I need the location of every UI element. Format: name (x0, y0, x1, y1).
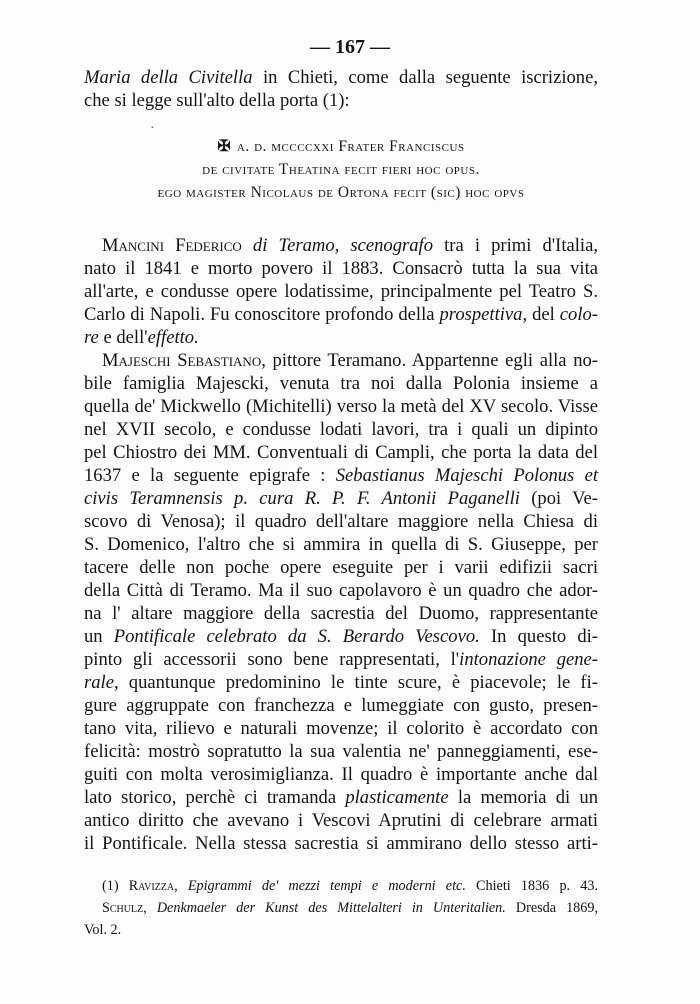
majeschi-line-16: gure aggruppate con franchezza e lumeggiate con gusto, presen- (84, 695, 598, 716)
majeschi-line-22: il Pontificale. Nella stessa sacrestia si ammirano dello stesso arti- (84, 833, 598, 854)
majeschi-line-17: tano vita, rilievo e naturali movenze; il colorito è accordato con (84, 718, 598, 739)
majeschi-line-21: antico diritto che avevano i Vescovi Aprutini di celebrare armati (84, 810, 598, 831)
mancini-line-5: re e dell'effetto. (84, 327, 199, 348)
inscription-line-2: de civitate Theatina fecit fieri hoc opus. (202, 161, 480, 178)
entry-name: Majeschi Sebastiano (102, 350, 262, 371)
mancini-line-1: Mancini Federico di Teramo, scenografo tra i primi d'Italia, (102, 235, 598, 256)
majeschi-line-19: guiti con molta verosimiglianza. Il quadro è importante anche dal (84, 764, 598, 785)
majeschi-line-15: rale, quantunque predominino le tinte scure, è piacevole; le fi- (84, 672, 598, 693)
footnote-line-3: Vol. 2. (84, 922, 122, 938)
inscription-line-1: ✠ a. d. mccccxxi Frater Franciscus (217, 138, 465, 155)
intro-line-1: Maria della Civitella in Chieti, come dalla seguente iscrizione, (84, 67, 599, 88)
page-number: — 167 — (310, 36, 390, 58)
stray-mark: · (150, 121, 155, 136)
entry-name: Mancini Federico (102, 235, 242, 256)
majeschi-line-2: bile famiglia Majescki, venuta tra noi dalla Polonia insieme a (84, 373, 598, 394)
majeschi-line-1: Majeschi Sebastiano, pittore Teramano. Appartenne egli alla no- (102, 350, 598, 371)
majeschi-line-13: un Pontificale celebrato da S. Berardo Vescovo. In questo di- (84, 626, 598, 647)
mancini-line-2: nato il 1841 e morto povero il 1883. Consacrò tutta la sua vita (84, 258, 598, 279)
footnote-line-1: (1) Ravizza, Epigrammi de' mezzi tempi e moderni etc. Chieti 1836 p. 43. (102, 878, 599, 894)
footnote-author: Schulz, (102, 900, 147, 916)
majeschi-line-10: tacere delle non poche opere eseguite per i varii edifizii sacri (84, 557, 598, 578)
majeschi-line-4: nel XVII secolo, e condusse lodati lavori, tra i quali un dipinto (84, 419, 598, 440)
footnote-line-2: Schulz, Denkmaeler der Kunst des Mittelalteri in Unteritalien. Dresda 1869, (102, 900, 598, 916)
majeschi-line-9: S. Domenico, l'altro che si ammira in quella di S. Giuseppe, per (84, 534, 598, 555)
footnote-author: Ravizza, (128, 878, 178, 894)
majeschi-line-11: della Città di Teramo. Ma il suo capolavoro è un quadro che ador- (84, 580, 598, 601)
majeschi-line-18: felicità: mostrò sopratutto la sua valentia ne' panneggiamenti, ese- (84, 741, 598, 762)
majeschi-line-5: pel Chiostro dei MM. Conventuali di Campli, che porta la data del (84, 442, 598, 463)
majeschi-line-8: scovo di Venosa); il quadro dell'altare maggiore nella Chiesa di (84, 511, 598, 532)
majeschi-line-12: na l' altare maggiore della sacrestia del Duomo, rappresentante (84, 603, 598, 624)
majeschi-line-3: quella de' Mickwello (Michitelli) verso la metà del XV secolo. Visse (84, 396, 598, 417)
inscription-line-3: ego magister Nicolaus de Ortona fecit (sic) hoc opvs (157, 184, 525, 201)
mancini-line-3: all'arte, e condusse opere lodatissime, principalmente pel Teatro S. (84, 281, 598, 302)
mancini-line-4: Carlo di Napoli. Fu conoscitore profondo della prospettiva, del colo- (84, 304, 598, 325)
majeschi-line-20: lato storico, perchè ci tramanda plasticamente la memoria di un (84, 787, 599, 808)
intro-line-2: che si legge sull'alto della porta (1): (84, 90, 350, 111)
church-name: Maria della Civitella (84, 67, 253, 88)
majeschi-line-14: pinto gli accessorii sono bene rappresentati, l'intonazione gene- (84, 649, 598, 670)
majeschi-line-7: civis Teramnensis p. cura R. P. F. Antonii Paganelli (poi Ve- (84, 488, 598, 509)
cross-icon: ✠ (217, 138, 231, 155)
majeschi-line-6: 1637 e la seguente epigrafe : Sebastianus Majeschi Polonus et (84, 465, 598, 486)
